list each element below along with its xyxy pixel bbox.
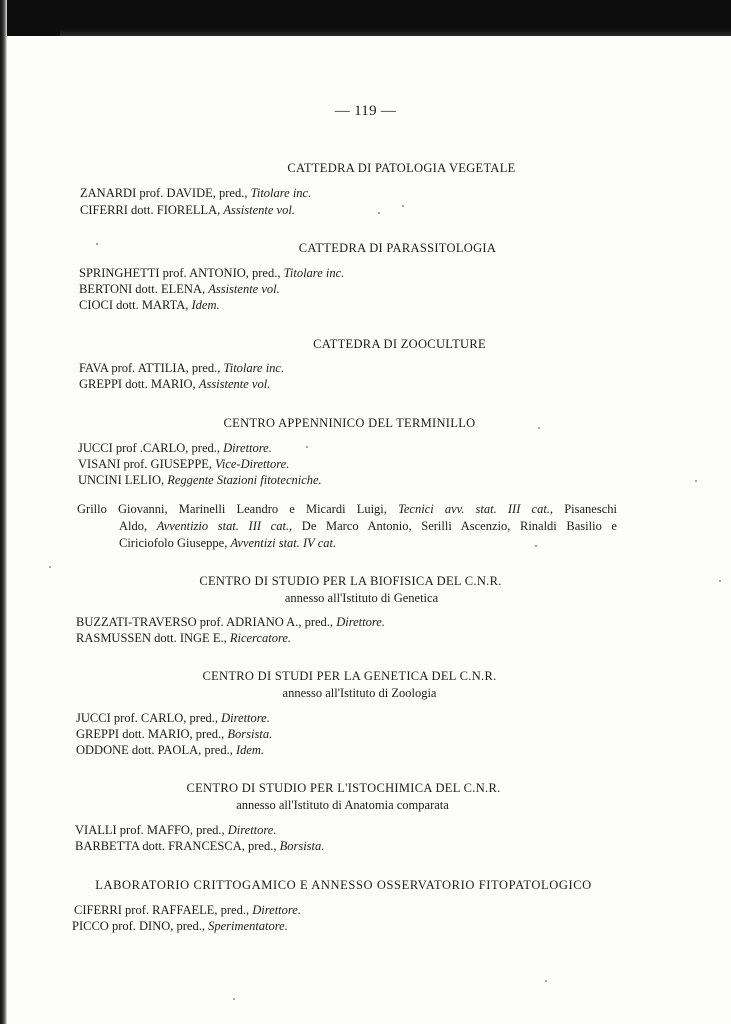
section-heading: CATTEDRA DI ZOOCULTURE [313,337,486,351]
entry: CIFERRI dott. FIORELLA, Assistente vol. [80,203,295,217]
scan-speck [233,998,235,1000]
entry: SPRINGHETTI prof. ANTONIO, pred., Titolare inc. [79,266,345,280]
scan-speck [695,480,697,482]
entry: UNCINI LELIO, Reggente Stazioni fitotecniche. [78,473,322,487]
paragraph-line: Aldo, Avventizio stat. III cat., De Marco Antonio, Serilli Ascenzio, Rinaldi Basilio e [119,519,617,533]
scan-speck [96,243,98,245]
scan-speck [545,980,547,982]
section-heading: CENTRO DI STUDI PER LA GENETICA DEL C.N.R. [202,669,497,683]
scan-speck [719,580,721,582]
section-subheading: annesso all'Istituto di Anatomia comparata [236,798,449,812]
section-heading: CATTEDRA DI PATOLOGIA VEGETALE [287,161,516,175]
section-heading: CENTRO DI STUDIO PER LA BIOFISICA DEL C.N.R. [199,574,502,588]
scan-speck [538,427,540,429]
entry: ZANARDI prof. DAVIDE, pred., Titolare inc. [80,186,312,200]
paragraph-line: Ciriciofolo Giuseppe, Avventizi stat. IV cat. [119,536,337,550]
scan-left-border [0,0,7,1024]
entry: VIALLI prof. MAFFO, pred., Direttore. [75,823,277,837]
page-number: — 119 — [334,103,397,119]
scan-speck [402,205,404,207]
entry: ODDONE dott. PAOLA, pred., Idem. [76,743,265,757]
entry: CIOCI dott. MARTA, Idem. [79,298,220,312]
section-heading: CENTRO DI STUDIO PER L'ISTOCHIMICA DEL C.N.R. [186,781,501,795]
entry: CIFERRI prof. RAFFAELE, pred., Direttore. [74,903,301,917]
scan-speck [306,446,308,448]
entry: BARBETTA dott. FRANCESCA, pred., Borsista. [75,839,325,853]
section-heading: CATTEDRA DI PARASSITOLOGIA [298,241,497,255]
entry: RASMUSSEN dott. INGE E., Ricercatore. [76,631,292,645]
section-heading: CENTRO APPENNINICO DEL TERMINILLO [223,416,476,430]
entry: BUZZATI-TRAVERSO prof. ADRIANO A., pred., Direttore. [76,615,385,629]
entry: JUCCI prof. CARLO, pred., Direttore. [76,711,270,725]
scan-speck [49,566,51,568]
section-subheading: annesso all'Istituto di Genetica [284,591,439,605]
scan-top-shadow [60,28,731,36]
section-heading: LABORATORIO CRITTOGAMICO E ANNESSO OSSERVATORIO FITOPATOLOGICO [95,878,592,892]
entry: VISANI prof. GIUSEPPE, Vice-Direttore. [78,457,290,471]
section-subheading: annesso all'Istituto di Zoologia [282,686,437,700]
scan-speck [378,212,380,214]
entry: GREPPI dott. MARIO, Assistente vol. [79,377,271,391]
paragraph-line: Grillo Giovanni, Marinelli Leandro e Micardi Luigi, Tecnici avv. stat. III cat., Pisaneschi [77,502,617,516]
entry: BERTONI dott. ELENA, Assistente vol. [79,282,280,296]
entry: GREPPI dott. MARIO, pred., Borsista. [76,727,273,741]
scan-speck [535,545,537,547]
entry: JUCCI prof .CARLO, pred., Direttore. [78,441,272,455]
entry: PICCO prof. DINO, pred., Sperimentatore. [72,919,288,933]
entry: FAVA prof. ATTILIA, pred., Titolare inc. [79,361,285,375]
